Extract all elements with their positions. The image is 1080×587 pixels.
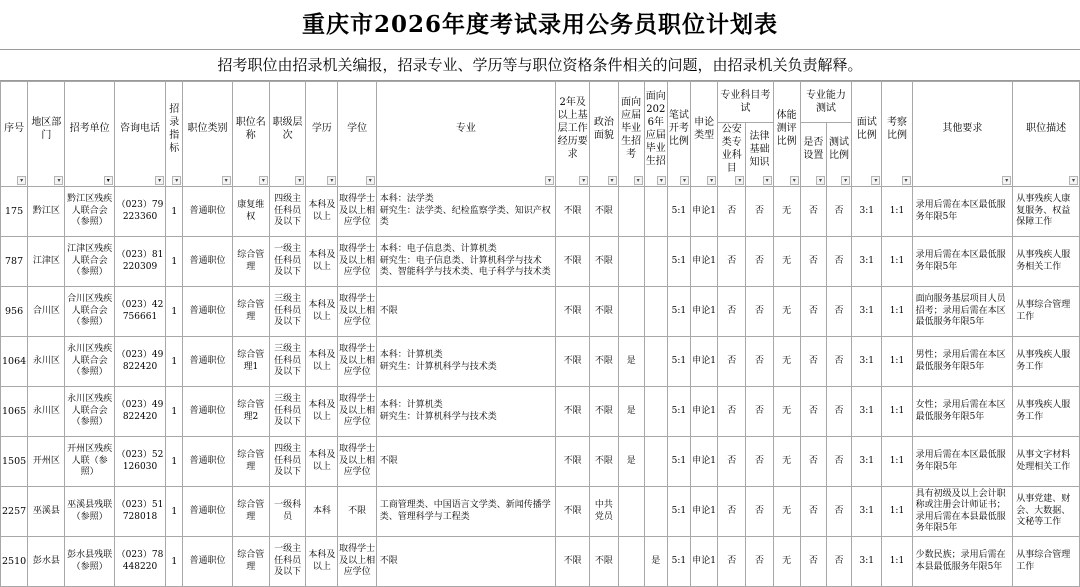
cell-desc[interactable]: 从事残疾人服务相关工作 <box>1013 237 1080 287</box>
cell-grassroots[interactable]: 不限 <box>556 487 590 537</box>
header-inspection: 考察比例 ▾ <box>882 82 912 187</box>
filter-dropdown-icon[interactable]: ▾ <box>54 176 63 185</box>
cell-ability-set[interactable]: 否 <box>800 387 826 437</box>
cell-pos-name[interactable]: 综合管理 <box>232 287 269 337</box>
cell-pos-name[interactable]: 综合管理 <box>232 437 269 487</box>
cell-education[interactable]: 本科及以上 <box>306 437 338 487</box>
header-education: 学历 ▾ <box>306 82 338 187</box>
cell-seq[interactable]: 175 <box>1 187 28 237</box>
cell-physical[interactable]: 无 <box>773 387 800 437</box>
cell-physical[interactable]: 无 <box>773 187 800 237</box>
cell-major[interactable]: 本科：法学类 研究生：法学类、纪检监察学类、知识产权类 <box>376 187 555 237</box>
header-desc: 职位描述 ▾ <box>1013 82 1080 187</box>
cell-graduate[interactable] <box>618 237 644 287</box>
cell-pos-type[interactable]: 普通职位 <box>183 537 232 587</box>
cell-interview[interactable]: 3:1 <box>852 537 882 587</box>
cell-region[interactable]: 江津区 <box>28 237 65 287</box>
cell-desc[interactable]: 从事综合管理工作 <box>1013 287 1080 337</box>
header-pos-name: 职位名称 ▾ <box>232 82 269 187</box>
cell-pos-name[interactable]: 综合管理2 <box>232 387 269 437</box>
filter-dropdown-icon[interactable]: ▾ <box>545 176 554 185</box>
cell-law[interactable]: 否 <box>746 437 773 487</box>
cell-ability-set[interactable]: 否 <box>800 437 826 487</box>
cell-exam-ratio[interactable]: 5:1 <box>667 337 690 387</box>
cell-graduate[interactable]: 是 <box>618 387 644 437</box>
cell-desc[interactable]: 从事残疾人服务工作 <box>1013 387 1080 437</box>
cell-phone[interactable]: （023）79223360 <box>114 187 165 237</box>
table-row <box>1 437 1080 487</box>
cell-unit[interactable]: 巫溪县残联（参照） <box>65 487 114 537</box>
cell-physical[interactable]: 无 <box>773 287 800 337</box>
cell-education[interactable]: 本科及以上 <box>306 187 338 237</box>
filter-dropdown-icon[interactable]: ▾ <box>17 176 26 185</box>
cell-seq[interactable]: 1064 <box>1 337 28 387</box>
cell-major[interactable]: 本科：计算机类 研究生：计算机科学与技术类 <box>376 337 555 387</box>
cell-ability-ratio[interactable]: 否 <box>826 187 851 237</box>
filter-dropdown-icon[interactable]: ▾ <box>680 176 689 185</box>
cell-seq[interactable]: 1505 <box>1 437 28 487</box>
cell-exam-ratio[interactable]: 5:1 <box>667 287 690 337</box>
table-row <box>1 537 1080 587</box>
cell-ability-set[interactable]: 否 <box>800 187 826 237</box>
cell-region[interactable]: 永川区 <box>28 337 65 387</box>
cell-seq[interactable]: 2510 <box>1 537 28 587</box>
cell-inspection[interactable]: 1:1 <box>882 237 912 287</box>
header-exam-ratio: 笔试开考比例 ▾ <box>667 82 690 187</box>
cell-other[interactable]: 录用后需在本区最低服务年限5年 <box>912 237 1013 287</box>
cell-interview[interactable]: 3:1 <box>852 387 882 437</box>
cell-phone[interactable]: （023）51728018 <box>114 487 165 537</box>
cell-law[interactable]: 否 <box>746 537 773 587</box>
cell-essay-type[interactable]: 申论1 <box>691 487 718 537</box>
cell-essay-type[interactable]: 申论1 <box>691 437 718 487</box>
cell-physical[interactable]: 无 <box>773 437 800 487</box>
cell-exam-ratio[interactable]: 5:1 <box>667 537 690 587</box>
cell-quota[interactable]: 1 <box>166 287 183 337</box>
cell-inspection[interactable]: 1:1 <box>882 287 912 337</box>
cell-degree[interactable]: 取得学士及以上相应学位 <box>338 537 376 587</box>
cell-graduate[interactable]: 是 <box>618 337 644 387</box>
position-plan-table <box>0 81 1080 587</box>
cell-region[interactable]: 合川区 <box>28 287 65 337</box>
cell-political[interactable]: 不限 <box>590 387 618 437</box>
cell-inspection[interactable]: 1:1 <box>882 187 912 237</box>
cell-ability-set[interactable]: 否 <box>800 537 826 587</box>
cell-law[interactable]: 否 <box>746 337 773 387</box>
cell-inspection[interactable]: 1:1 <box>882 537 912 587</box>
cell-unit[interactable]: 合川区残疾人联合会（参照） <box>65 287 114 337</box>
filter-dropdown-icon[interactable]: ▾ <box>579 176 588 185</box>
filter-dropdown-icon[interactable]: ▾ <box>608 176 617 185</box>
cell-pos-level[interactable]: 一级科员 <box>269 487 305 537</box>
cell-police[interactable]: 否 <box>718 237 746 287</box>
cell-other[interactable]: 录用后需在本区最低服务年限5年 <box>912 437 1013 487</box>
filter-dropdown-icon[interactable]: ▾ <box>707 176 716 185</box>
cell-inspection[interactable]: 1:1 <box>882 487 912 537</box>
cell-pos-type[interactable]: 普通职位 <box>183 337 232 387</box>
cell-ability-ratio[interactable]: 否 <box>826 287 851 337</box>
cell-pos-name[interactable]: 康复维权 <box>232 187 269 237</box>
cell-degree[interactable]: 取得学士及以上相应学位 <box>338 387 376 437</box>
cell-other[interactable]: 具有初级及以上会计职称或注册会计师证书；录用后需在本县最低服务年限5年 <box>912 487 1013 537</box>
cell-other[interactable]: 男性；录用后需在本区最低服务年限5年 <box>912 337 1013 387</box>
filter-dropdown-icon[interactable]: ▾ <box>841 176 850 185</box>
cell-phone[interactable]: （023）49822420 <box>114 337 165 387</box>
cell-education[interactable]: 本科及以上 <box>306 337 338 387</box>
cell-interview[interactable]: 3:1 <box>852 187 882 237</box>
cell-major[interactable]: 工商管理类、中国语言文学类、新闻传播学类、管理科学与工程类 <box>376 487 555 537</box>
cell-pos-level[interactable]: 一级主任科员及以下 <box>269 537 305 587</box>
header-unit: 招考单位 ▾ <box>65 82 114 187</box>
cell-political[interactable]: 不限 <box>590 187 618 237</box>
cell-grassroots[interactable]: 不限 <box>556 537 590 587</box>
cell-ability-ratio[interactable]: 否 <box>826 387 851 437</box>
filter-dropdown-icon[interactable]: ▾ <box>222 176 231 185</box>
cell-exam-ratio[interactable]: 5:1 <box>667 487 690 537</box>
cell-graduate[interactable] <box>618 487 644 537</box>
header-seq: 序号 ▾ <box>1 82 28 187</box>
cell-ability-set[interactable]: 否 <box>800 337 826 387</box>
cell-graduate2026[interactable] <box>644 437 667 487</box>
sheet-title: 重庆市2026年度考试录用公务员职位计划表 <box>0 0 1080 50</box>
cell-major[interactable]: 本科：电子信息类、计算机类 研究生：电子信息类、计算机科学与技术类、智能科学与技术类、电子科学与技术类 <box>376 237 555 287</box>
cell-education[interactable]: 本科 <box>306 487 338 537</box>
cell-region[interactable]: 开州区 <box>28 437 65 487</box>
header-law: 法律基础知识 ▾ <box>746 123 773 187</box>
header-pos-type: 职位类别 ▾ <box>183 82 232 187</box>
cell-pos-level[interactable]: 一级主任科员及以下 <box>269 237 305 287</box>
cell-political[interactable]: 不限 <box>590 437 618 487</box>
cell-degree[interactable]: 取得学士及以上相应学位 <box>338 237 376 287</box>
cell-interview[interactable]: 3:1 <box>852 487 882 537</box>
cell-phone[interactable]: （023）52126030 <box>114 437 165 487</box>
cell-graduate2026[interactable] <box>644 487 667 537</box>
cell-seq[interactable]: 1065 <box>1 387 28 437</box>
cell-exam-ratio[interactable]: 5:1 <box>667 437 690 487</box>
sheet-subtitle: 招考职位由招录机关编报，招录专业、学历等与职位资格条件相关的问题，由招录机关负责解释。 <box>0 50 1080 81</box>
cell-interview[interactable]: 3:1 <box>852 437 882 487</box>
cell-ability-set[interactable]: 否 <box>800 487 826 537</box>
cell-ability-ratio[interactable]: 否 <box>826 537 851 587</box>
table-row <box>1 387 1080 437</box>
cell-major[interactable]: 不限 <box>376 537 555 587</box>
cell-major[interactable]: 不限 <box>376 437 555 487</box>
cell-interview[interactable]: 3:1 <box>852 237 882 287</box>
cell-unit[interactable]: 开州区残疾人联（参照） <box>65 437 114 487</box>
header-other: 其他要求 ▾ <box>912 82 1013 187</box>
table-row <box>1 337 1080 387</box>
cell-graduate[interactable] <box>618 287 644 337</box>
cell-pos-type[interactable]: 普通职位 <box>183 387 232 437</box>
cell-exam-ratio[interactable]: 5:1 <box>667 387 690 437</box>
cell-police[interactable]: 否 <box>718 537 746 587</box>
filter-dropdown-icon[interactable]: ▾ <box>816 176 825 185</box>
header-interview: 面试比例 ▾ <box>852 82 882 187</box>
cell-graduate2026[interactable] <box>644 237 667 287</box>
header-degree: 学位 ▾ <box>338 82 376 187</box>
filter-dropdown-icon[interactable]: ▾ <box>1002 176 1011 185</box>
cell-graduate2026[interactable] <box>644 387 667 437</box>
cell-law[interactable]: 否 <box>746 237 773 287</box>
cell-grassroots[interactable]: 不限 <box>556 387 590 437</box>
cell-pos-type[interactable]: 普通职位 <box>183 187 232 237</box>
filter-dropdown-icon[interactable]: ▾ <box>172 176 181 185</box>
cell-region[interactable]: 巫溪县 <box>28 487 65 537</box>
table-row <box>1 487 1080 537</box>
cell-phone[interactable]: （023）78448220 <box>114 537 165 587</box>
header-region: 地区部门 ▾ <box>28 82 65 187</box>
cell-police[interactable]: 否 <box>718 387 746 437</box>
cell-graduate[interactable] <box>618 187 644 237</box>
header-grassroots: 2年及以上基层工作经历要求 ▾ <box>556 82 590 187</box>
header-pos-level: 职级层次 ▾ <box>269 82 305 187</box>
cell-other[interactable]: 面向服务基层项目人员招考；录用后需在本区最低服务年限5年 <box>912 287 1013 337</box>
filter-dropdown-icon[interactable]: ▾ <box>295 176 304 185</box>
cell-pos-name[interactable]: 综合管理 <box>232 537 269 587</box>
cell-essay-type[interactable]: 申论1 <box>691 237 718 287</box>
cell-police[interactable]: 否 <box>718 187 746 237</box>
cell-exam-ratio[interactable]: 5:1 <box>667 187 690 237</box>
cell-education[interactable]: 本科及以上 <box>306 537 338 587</box>
cell-political[interactable]: 不限 <box>590 337 618 387</box>
cell-quota[interactable]: 1 <box>166 487 183 537</box>
cell-quota[interactable]: 1 <box>166 187 183 237</box>
header-subjects-group: 专业科目考试 <box>718 82 773 123</box>
cell-seq[interactable]: 787 <box>1 237 28 287</box>
cell-physical[interactable]: 无 <box>773 537 800 587</box>
cell-pos-name[interactable]: 综合管理 <box>232 237 269 287</box>
cell-exam-ratio[interactable]: 5:1 <box>667 237 690 287</box>
cell-political[interactable]: 不限 <box>590 287 618 337</box>
cell-quota[interactable]: 1 <box>166 387 183 437</box>
cell-desc[interactable]: 从事党建、财会、大数据、文秘等工作 <box>1013 487 1080 537</box>
cell-essay-type[interactable]: 申论1 <box>691 287 718 337</box>
filter-dropdown-icon[interactable]: ▾ <box>155 176 164 185</box>
cell-essay-type[interactable]: 申论1 <box>691 187 718 237</box>
cell-law[interactable]: 否 <box>746 187 773 237</box>
cell-other[interactable]: 录用后需在本区最低服务年限5年 <box>912 187 1013 237</box>
cell-unit[interactable]: 黔江区残疾人联合会（参照） <box>65 187 114 237</box>
cell-seq[interactable]: 2257 <box>1 487 28 537</box>
cell-police[interactable]: 否 <box>718 337 746 387</box>
cell-police[interactable]: 否 <box>718 437 746 487</box>
cell-law[interactable]: 否 <box>746 287 773 337</box>
header-ability-set: 是否设置 ▾ <box>800 123 826 187</box>
cell-major[interactable]: 不限 <box>376 287 555 337</box>
filter-dropdown-icon[interactable]: ▾ <box>902 176 911 185</box>
cell-pos-type[interactable]: 普通职位 <box>183 437 232 487</box>
cell-pos-level[interactable]: 四级主任科员及以下 <box>269 437 305 487</box>
cell-pos-type[interactable]: 普通职位 <box>183 237 232 287</box>
header-quota: 招录指标 ▾ <box>166 82 183 187</box>
cell-police[interactable]: 否 <box>718 287 746 337</box>
cell-law[interactable]: 否 <box>746 487 773 537</box>
cell-pos-level[interactable]: 三级主任科员及以下 <box>269 387 305 437</box>
table-row <box>1 187 1080 237</box>
cell-graduate[interactable]: 是 <box>618 437 644 487</box>
header-essay-type: 申论类型 ▾ <box>691 82 718 187</box>
header-political: 政治面貌 ▾ <box>590 82 618 187</box>
cell-grassroots[interactable]: 不限 <box>556 237 590 287</box>
cell-pos-type[interactable]: 普通职位 <box>183 487 232 537</box>
filter-dropdown-icon[interactable]: ▾ <box>327 176 336 185</box>
filter-dropdown-icon[interactable]: ▾ <box>634 176 643 185</box>
header-phone: 咨询电话 ▾ <box>114 82 165 187</box>
filter-dropdown-icon[interactable]: ▾ <box>366 176 375 185</box>
header-physical: 体能测评比例 ▾ <box>773 82 800 187</box>
cell-education[interactable]: 本科及以上 <box>306 287 338 337</box>
cell-other[interactable]: 女性；录用后需在本区最低服务年限5年 <box>912 387 1013 437</box>
cell-degree[interactable]: 取得学士及以上相应学位 <box>338 337 376 387</box>
cell-degree[interactable]: 取得学士及以上相应学位 <box>338 187 376 237</box>
filter-dropdown-icon[interactable]: ▾ <box>790 176 799 185</box>
cell-grassroots[interactable]: 不限 <box>556 287 590 337</box>
filter-dropdown-icon[interactable]: ▾ <box>1069 176 1078 185</box>
cell-graduate2026[interactable]: 是 <box>644 537 667 587</box>
filter-dropdown-icon[interactable]: ▾ <box>735 176 744 185</box>
cell-pos-level[interactable]: 三级主任科员及以下 <box>269 287 305 337</box>
cell-ability-ratio[interactable]: 否 <box>826 337 851 387</box>
cell-interview[interactable]: 3:1 <box>852 337 882 387</box>
cell-region[interactable]: 彭水县 <box>28 537 65 587</box>
cell-degree[interactable]: 取得学士及以上相应学位 <box>338 437 376 487</box>
cell-inspection[interactable]: 1:1 <box>882 337 912 387</box>
filter-dropdown-icon[interactable]: ▾ <box>259 176 268 185</box>
cell-region[interactable]: 永川区 <box>28 387 65 437</box>
cell-ability-ratio[interactable]: 否 <box>826 437 851 487</box>
filter-active-icon[interactable]: ▾ <box>104 176 113 185</box>
cell-political[interactable]: 不限 <box>590 537 618 587</box>
cell-pos-name[interactable]: 综合管理 <box>232 487 269 537</box>
filter-dropdown-icon[interactable]: ▾ <box>657 176 666 185</box>
cell-pos-name[interactable]: 综合管理1 <box>232 337 269 387</box>
header-ability-ratio: 测试比例 ▾ <box>826 123 851 187</box>
cell-grassroots[interactable]: 不限 <box>556 187 590 237</box>
table-row <box>1 287 1080 337</box>
cell-physical[interactable]: 无 <box>773 337 800 387</box>
cell-unit[interactable]: 永川区残疾人联合会（参照） <box>65 337 114 387</box>
cell-grassroots[interactable]: 不限 <box>556 437 590 487</box>
cell-unit[interactable]: 永川区残疾人联合会（参照） <box>65 387 114 437</box>
cell-pos-type[interactable]: 普通职位 <box>183 287 232 337</box>
cell-education[interactable]: 本科及以上 <box>306 237 338 287</box>
cell-ability-set[interactable]: 否 <box>800 237 826 287</box>
cell-political[interactable]: 不限 <box>590 237 618 287</box>
cell-physical[interactable]: 无 <box>773 487 800 537</box>
cell-essay-type[interactable]: 申论1 <box>691 337 718 387</box>
cell-ability-ratio[interactable]: 否 <box>826 237 851 287</box>
header-major: 专业 ▾ <box>376 82 555 187</box>
header-ability-group: 专业能力测试 <box>800 82 851 123</box>
cell-phone[interactable]: （023）42756661 <box>114 287 165 337</box>
cell-grassroots[interactable]: 不限 <box>556 337 590 387</box>
cell-unit[interactable]: 彭水县残联（参照） <box>65 537 114 587</box>
cell-ability-set[interactable]: 否 <box>800 287 826 337</box>
cell-graduate2026[interactable] <box>644 337 667 387</box>
cell-education[interactable]: 本科及以上 <box>306 387 338 437</box>
cell-desc[interactable]: 从事文字材料处理相关工作 <box>1013 437 1080 487</box>
table-body <box>1 187 1080 587</box>
cell-quota[interactable]: 1 <box>166 237 183 287</box>
cell-desc[interactable]: 从事残疾人服务工作 <box>1013 337 1080 387</box>
header-graduate-2026: 面向2026年应届毕业生招 ▾ <box>644 82 667 187</box>
cell-political[interactable]: 中共党员 <box>590 487 618 537</box>
cell-desc[interactable]: 从事残疾人康复服务、权益保障工作 <box>1013 187 1080 237</box>
cell-quota[interactable]: 1 <box>166 337 183 387</box>
cell-ability-ratio[interactable]: 否 <box>826 487 851 537</box>
cell-phone[interactable]: （023）49822420 <box>114 387 165 437</box>
cell-pos-level[interactable]: 三级主任科员及以下 <box>269 337 305 387</box>
cell-essay-type[interactable]: 申论1 <box>691 387 718 437</box>
cell-major[interactable]: 本科：计算机类 研究生：计算机科学与技术类 <box>376 387 555 437</box>
cell-unit[interactable]: 江津区残疾人联合会（参照） <box>65 237 114 287</box>
cell-inspection[interactable]: 1:1 <box>882 437 912 487</box>
filter-dropdown-icon[interactable]: ▾ <box>763 176 772 185</box>
cell-quota[interactable]: 1 <box>166 437 183 487</box>
cell-graduate2026[interactable] <box>644 287 667 337</box>
cell-degree[interactable]: 不限 <box>338 487 376 537</box>
header-police: 公安类专业科目 ▾ <box>718 123 746 187</box>
cell-desc[interactable]: 从事综合管理工作 <box>1013 537 1080 587</box>
cell-region[interactable]: 黔江区 <box>28 187 65 237</box>
cell-other[interactable]: 少数民族；录用后需在本县最低服务年限5年 <box>912 537 1013 587</box>
header-graduate: 面向应届毕业生招考 ▾ <box>618 82 644 187</box>
cell-law[interactable]: 否 <box>746 387 773 437</box>
filter-dropdown-icon[interactable]: ▾ <box>871 176 880 185</box>
cell-physical[interactable]: 无 <box>773 237 800 287</box>
cell-interview[interactable]: 3:1 <box>852 287 882 337</box>
cell-essay-type[interactable]: 申论1 <box>691 537 718 587</box>
cell-pos-level[interactable]: 四级主任科员及以下 <box>269 187 305 237</box>
table-row <box>1 237 1080 287</box>
cell-degree[interactable]: 取得学士及以上相应学位 <box>338 287 376 337</box>
cell-graduate2026[interactable] <box>644 187 667 237</box>
cell-police[interactable]: 否 <box>718 487 746 537</box>
cell-graduate[interactable] <box>618 537 644 587</box>
cell-phone[interactable]: （023）81220309 <box>114 237 165 287</box>
cell-seq[interactable]: 956 <box>1 287 28 337</box>
cell-quota[interactable]: 1 <box>166 537 183 587</box>
cell-inspection[interactable]: 1:1 <box>882 387 912 437</box>
